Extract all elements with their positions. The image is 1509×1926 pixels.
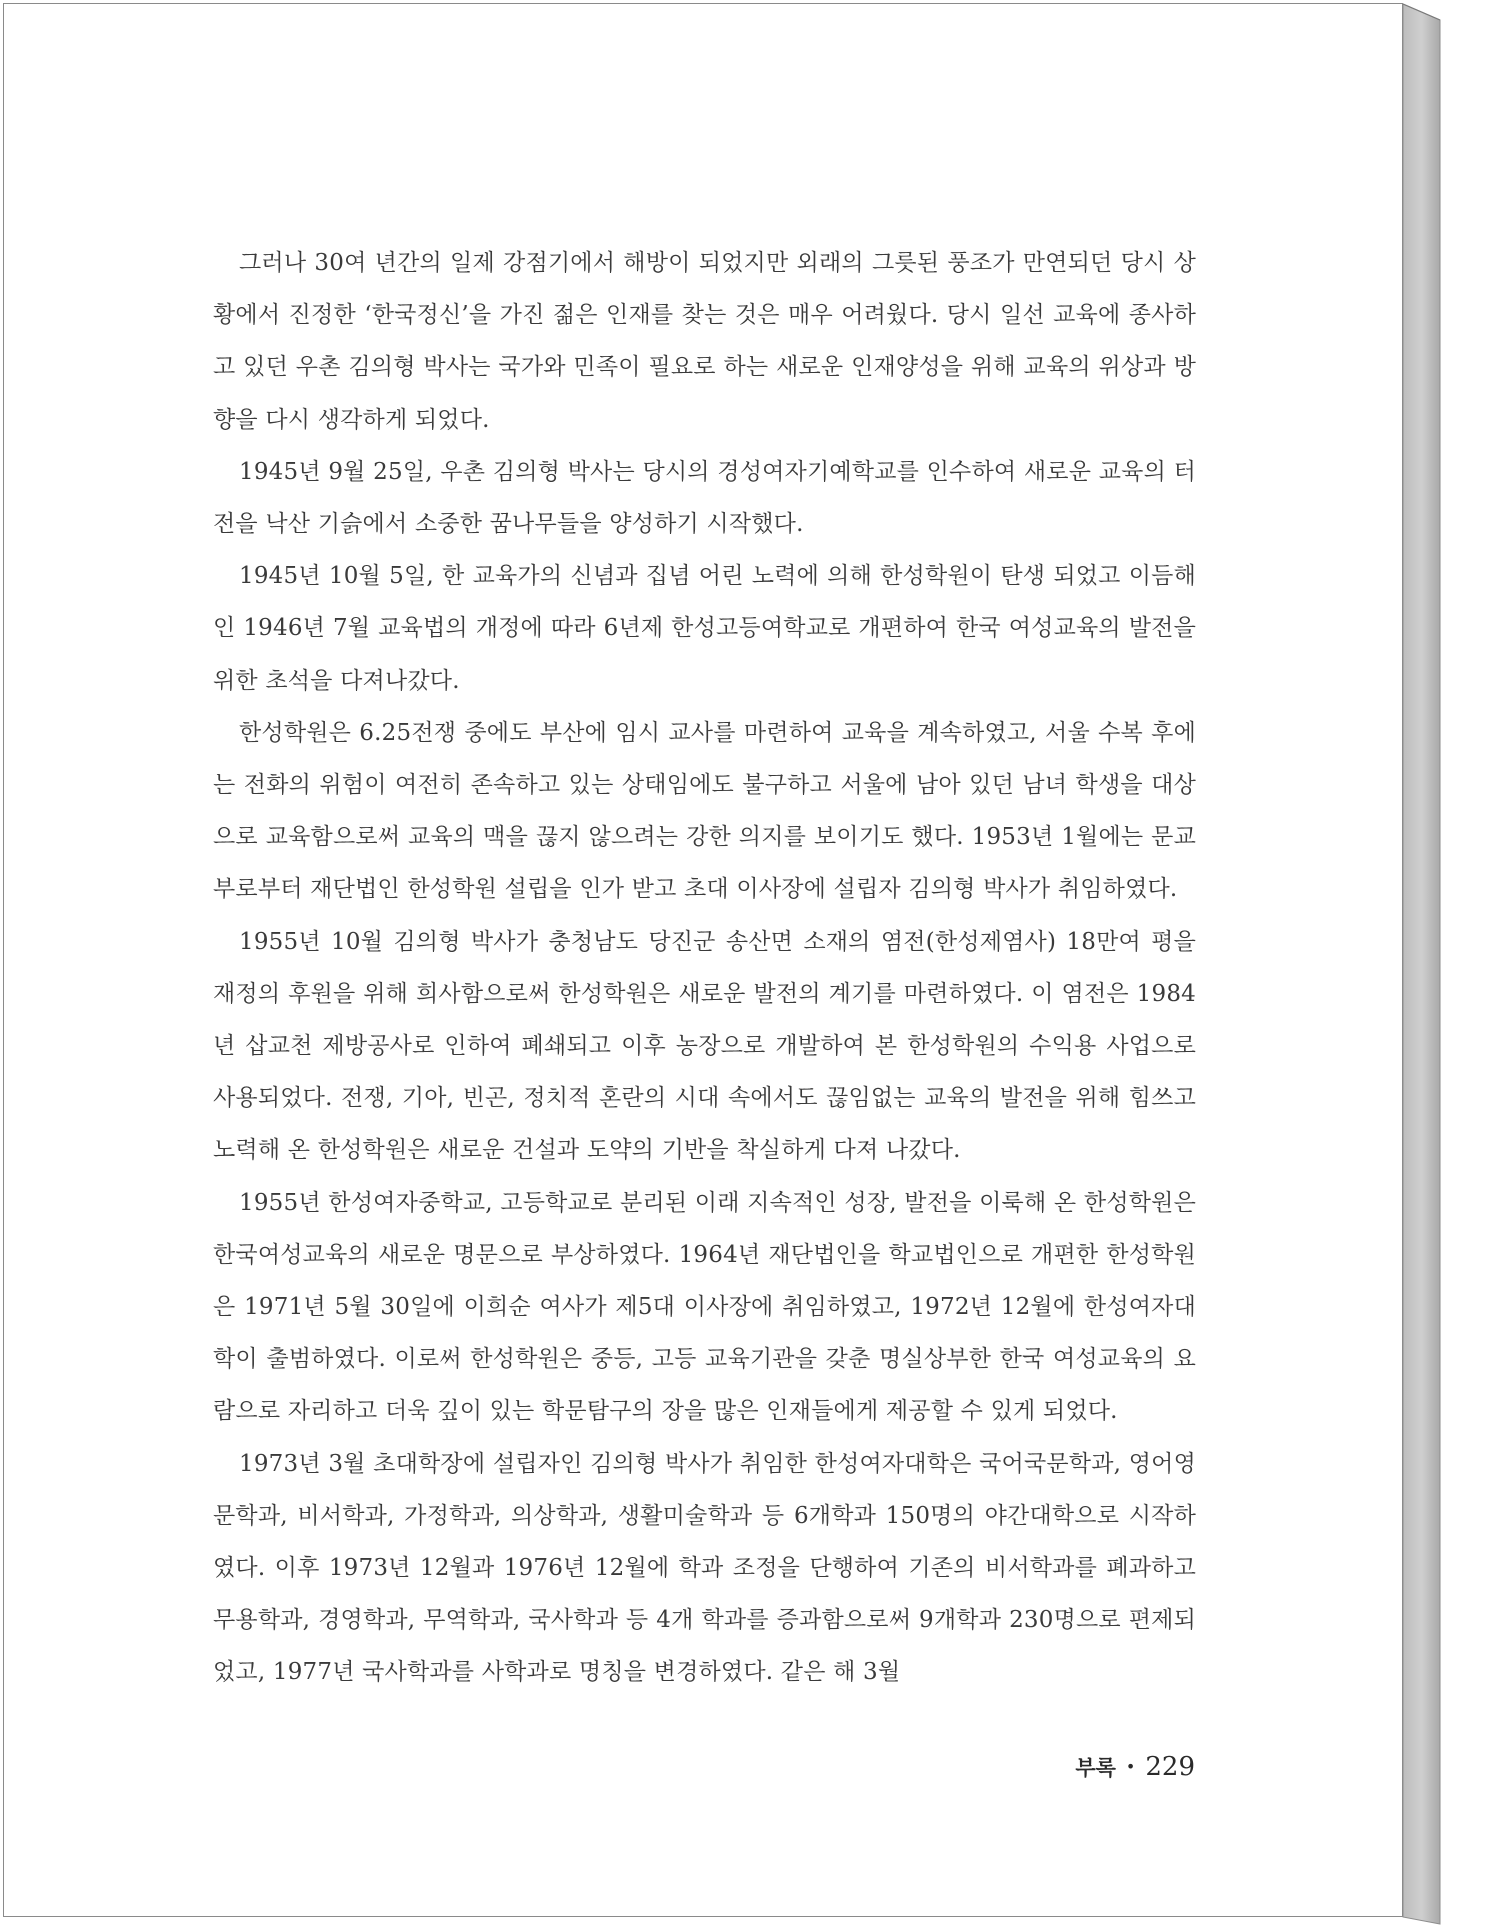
paragraph: 1945년 10월 5일, 한 교육가의 신념과 집념 어린 노력에 의해 한성학원이 탄생 되었고 이듬해인 1946년 7월 교육법의 개정에 따라 6년제 한성고등여학교로 개편하여 한국 여성교육의 발전을 위한 초석을 다져나갔다.: [213, 563, 1196, 694]
paragraph: 그러나 30여 년간의 일제 강점기에서 해방이 되었지만 외래의 그릇된 풍조가 만연되던 당시 상황에서 진정한 ‘한국정신’을 가진 젊은 인재를 찾는 것은 매우 어려웠다. 당시 일선 교육에 종사하고 있던 우촌 김의형 박사는 국가와 민족이 필요로 하는 새로운 인재양성을 위해 교육의 위상과 방향을 다시 생각하게 되었다.: [213, 250, 1196, 433]
body-text: [213, 237, 1196, 1699]
paragraph: 1955년 10월 김의형 박사가 충청남도 당진군 송산면 소재의 염전(한성제염사) 18만여 평을 재정의 후원을 위해 희사함으로써 한성학원은 새로운 발전의 계기를 마련하였다. 이 염전은 1984년 삽교천 제방공사로 인하여 폐쇄되고 이후 농장으로 개발하여 본 한성학원의 수익용 사업으로 사용되었다. 전쟁, 기아, 빈곤, 정치적 혼란의 시대 속에서도 끊임없는 교육의 발전을 위해 힘쓰고 노력해 온 한성학원은 새로운 건설과 도약의 기반을 착실하게 다져 나갔다.: [213, 928, 1196, 1164]
paragraph: 1955년 한성여자중학교, 고등학교로 분리된 이래 지속적인 성장, 발전을 이룩해 온 한성학원은 한국여성교육의 새로운 명문으로 부상하였다. 1964년 재단법인을 학교법인으로 개편한 한성학원은 1971년 5월 30일에 이희순 여사가 제5대 이사장에 취임하였고, 1972년 12월에 한성여자대학이 출범하였다. 이로써 한성학원은 중등, 고등 교육기관을 갖춘 명실상부한 한국 여성교육의 요람으로 자리하고 더욱 깊이 있는 학문탐구의 장을 많은 인재들에게 제공할 수 있게 되었다.: [213, 1189, 1196, 1425]
paragraph: 1945년 9월 25일, 우촌 김의형 박사는 당시의 경성여자기예학교를 인수하여 새로운 교육의 터전을 낙산 기슭에서 소중한 꿈나무들을 양성하기 시작했다.: [213, 458, 1196, 538]
page-number: 229: [1145, 1752, 1195, 1782]
paragraph: 한성학원은 6.25전쟁 중에도 부산에 임시 교사를 마련하여 교육을 계속하였고, 서울 수복 후에는 전화의 위험이 여전히 존속하고 있는 상태임에도 불구하고 서울에 남아 있던 남녀 학생을 대상으로 교육함으로써 교육의 맥을 끊지 않으려는 강한 의지를 보이기도 했다. 1953년 1월에는 문교부로부터 재단법인 한성학원 설립을 인가 받고 초대 이사장에 설립자 김의형 박사가 취임하였다.: [213, 719, 1196, 903]
bullet-separator: •: [1125, 1757, 1136, 1776]
paragraph: 1973년 3월 초대학장에 설립자인 김의형 박사가 취임한 한성여자대학은 국어국문학과, 영어영문학과, 비서학과, 가정학과, 의상학과, 생활미술학과 등 6개학과 150명의 야간대학으로 시작하였다. 이후 1973년 12월과 1976년 12월에 학과 조정을 단행하여 기존의 비서학과를 폐과하고 무용학과, 경영학과, 무역학과, 국사학과 등 4개 학과를 증과함으로써 9개학과 230명으로 편제되었고, 1977년 국사학과를 사학과로 명칭을 변경하였다. 같은 해 3월: [213, 1450, 1196, 1686]
section-label: 부록: [1075, 1756, 1116, 1780]
page-footer: [1075, 1752, 1195, 1782]
